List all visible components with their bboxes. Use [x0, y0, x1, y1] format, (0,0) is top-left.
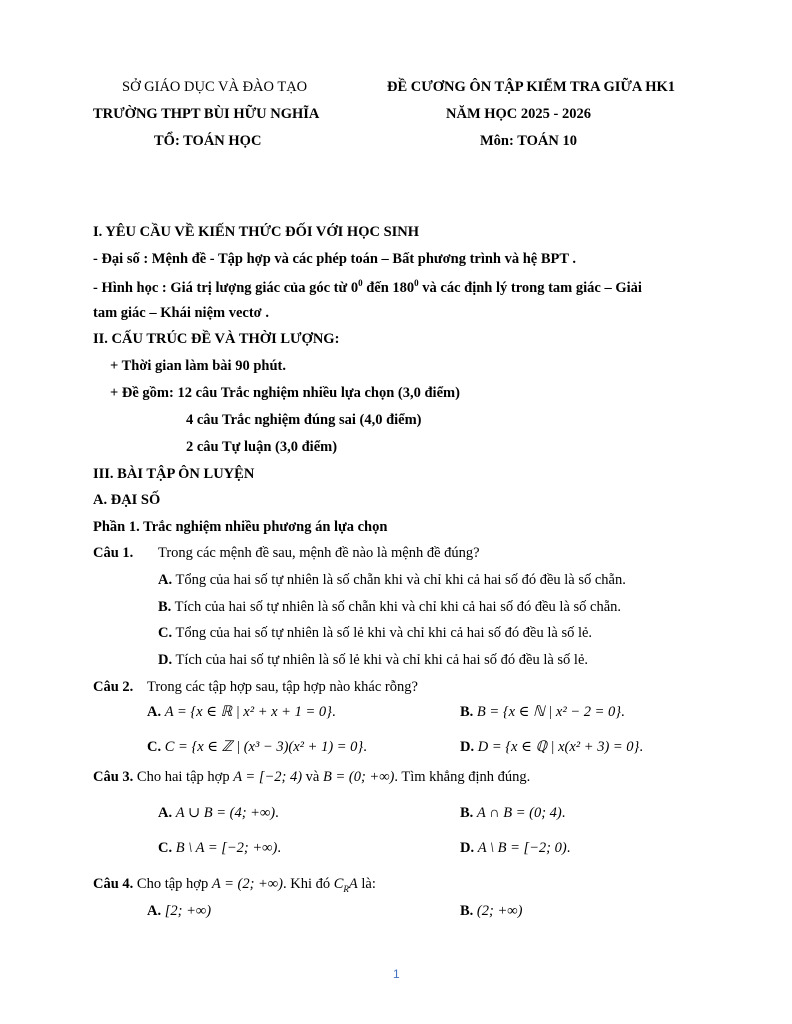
q4-line — [93, 876, 376, 894]
option-formula: B = {x ∈ ℕ | x² − 2 = 0} — [476, 704, 622, 720]
exam-structure-2: 4 câu Trắc nghiệm đúng sai (4,0 điểm) — [186, 412, 422, 428]
degree-sup: 0 — [414, 278, 419, 288]
option-label: A. — [158, 572, 173, 588]
school-year: NĂM HỌC 2025 - 2026 — [446, 106, 591, 122]
option-label: B. — [460, 805, 474, 821]
q3-option-a: A. A ∪ B = (4; +∞). — [158, 805, 279, 821]
option-formula: B \ A = [−2; +∞) — [175, 840, 278, 856]
option-formula: A ∪ B = (4; +∞) — [175, 805, 276, 821]
option-label: A. — [147, 903, 162, 919]
option-text: Tích của hai số tự nhiên là số lẻ khi và chỉ khi cả hai số đó đều là số lẻ. — [172, 652, 589, 668]
option-formula: A ∩ B = (0; 4) — [476, 805, 562, 821]
option-label: D. — [460, 739, 475, 755]
part-1-title: Phần 1. Trắc nghiệm nhiều phương án lựa chọn — [93, 519, 388, 535]
school-name: TRƯỜNG THPT BÙI HỮU NGHĨA — [93, 106, 320, 122]
exam-structure-3: 2 câu Tự luận (3,0 điểm) — [186, 439, 338, 455]
option-label: D. — [158, 652, 173, 668]
q3-option-b: B. A ∩ B = (0; 4). — [460, 805, 566, 821]
q2-text: Trong các tập hợp sau, tập hợp nào khác rỗng? — [147, 679, 418, 695]
option-label: B. — [460, 903, 474, 919]
option-label: D. — [460, 840, 475, 856]
option-formula: [2; +∞) — [164, 903, 212, 919]
section-2-title: II. CẤU TRÚC ĐỀ VÀ THỜI LƯỢNG: — [93, 331, 340, 347]
option-label: C. — [158, 625, 173, 641]
q3-option-d: D. A \ B = [−2; 0). — [460, 840, 571, 856]
subject: Môn: TOÁN 10 — [480, 133, 577, 149]
q1-option-b — [158, 599, 621, 616]
complement-symbol: C — [333, 876, 344, 892]
school-department: SỞ GIÁO DỤC VÀ ĐÀO TẠO — [122, 79, 308, 95]
option-text: Tổng của hai số tự nhiên là số lẻ khi và chỉ khi cả hai số đó đều là số lẻ. — [172, 625, 593, 641]
q3-set-b: B = (0; +∞) — [322, 769, 395, 785]
q1-option-d — [158, 652, 588, 669]
option-label: C. — [147, 739, 162, 755]
degree-sup: 0 — [358, 278, 363, 288]
exam-structure-1: + Đề gồm: 12 câu Trắc nghiệm nhiều lựa chọn (3,0 điểm) — [110, 385, 460, 401]
q3-option-c: C. B \ A = [−2; +∞). — [158, 840, 281, 856]
q2-option-b: B. B = {x ∈ ℕ | x² − 2 = 0}. — [460, 704, 625, 720]
q4-text-c: là: — [357, 876, 376, 892]
section-1-title: I. YÊU CẦU VỀ KIẾN THỨC ĐỐI VỚI HỌC SINH — [93, 224, 420, 240]
q4-label: Câu 4. — [93, 876, 134, 892]
page-number: 1 — [393, 967, 400, 981]
option-label: A. — [147, 704, 162, 720]
option-label: B. — [158, 599, 172, 615]
q3-set-a: A = [−2; 4) — [233, 769, 303, 785]
exam-time: + Thời gian làm bài 90 phút. — [110, 358, 286, 374]
geo-text-b: đến 180 — [362, 279, 415, 296]
option-text: Tổng của hai số tự nhiên là số chẵn khi và chỉ khi cả hai số đó đều là số chẵn. — [172, 572, 626, 588]
option-formula: D = {x ∈ ℚ | x(x² + 3) = 0} — [477, 739, 640, 755]
complement-set: A — [348, 876, 358, 892]
q4-text-a: Cho tập hợp — [133, 876, 212, 892]
section-3-title: III. BÀI TẬP ÔN LUYỆN — [93, 466, 255, 482]
document-title: ĐỀ CƯƠNG ÔN TẬP KIỂM TRA GIỮA HK1 — [387, 79, 676, 95]
section-1-geometry-cont: tam giác – Khái niệm vectơ . — [93, 305, 269, 321]
q3-line — [93, 769, 530, 786]
geo-text-c: và các định lý trong tam giác – Giải — [418, 279, 642, 296]
q2-option-c: C. C = {x ∈ ℤ | (x³ − 3)(x² + 1) = 0}. — [147, 739, 367, 755]
q1-option-a — [158, 572, 626, 589]
department-name: TỔ: TOÁN HỌC — [154, 133, 262, 149]
q4-text-b: . Khi đó — [282, 876, 334, 892]
q3-text-b: và — [302, 769, 323, 785]
section-1-geometry — [93, 278, 642, 297]
part-a-title: A. ĐẠI SỐ — [93, 492, 161, 508]
option-formula: (2; +∞) — [476, 903, 523, 919]
option-label: C. — [158, 840, 173, 856]
q3-text-c: . Tìm khẳng định đúng. — [394, 769, 531, 785]
option-label: B. — [460, 704, 474, 720]
q1-text: Trong các mệnh đề sau, mệnh đề nào là mệnh đề đúng? — [158, 545, 480, 561]
q4-set-a: A = (2; +∞) — [211, 876, 283, 892]
section-1-algebra: - Đại số : Mệnh đề - Tập hợp và các phép toán – Bất phương trình và hệ BPT . — [93, 251, 577, 267]
option-formula: A \ B = [−2; 0) — [477, 840, 567, 856]
geo-text-a: - Hình học : Giá trị lượng giác của góc từ 0 — [93, 279, 359, 296]
q2-label: Câu 2. — [93, 679, 134, 695]
q4-option-b — [460, 903, 522, 920]
q1-label: Câu 1. — [93, 545, 134, 561]
option-label: A. — [158, 805, 173, 821]
q1-option-c — [158, 625, 592, 642]
q4-option-a — [147, 903, 211, 920]
complement-subscript: R — [343, 883, 349, 894]
option-text: Tích của hai số tự nhiên là số chẵn khi và chỉ khi cả hai số đó đều là số chẵn. — [171, 599, 622, 615]
q2-option-a: A. A = {x ∈ ℝ | x² + x + 1 = 0}. — [147, 704, 336, 720]
option-formula: C = {x ∈ ℤ | (x³ − 3)(x² + 1) = 0} — [164, 739, 364, 755]
option-formula: A = {x ∈ ℝ | x² + x + 1 = 0} — [164, 704, 332, 720]
q2-option-d: D. D = {x ∈ ℚ | x(x² + 3) = 0}. — [460, 739, 643, 755]
q3-text-a: Cho hai tập hợp — [136, 769, 234, 785]
q3-label: Câu 3. — [93, 769, 134, 785]
